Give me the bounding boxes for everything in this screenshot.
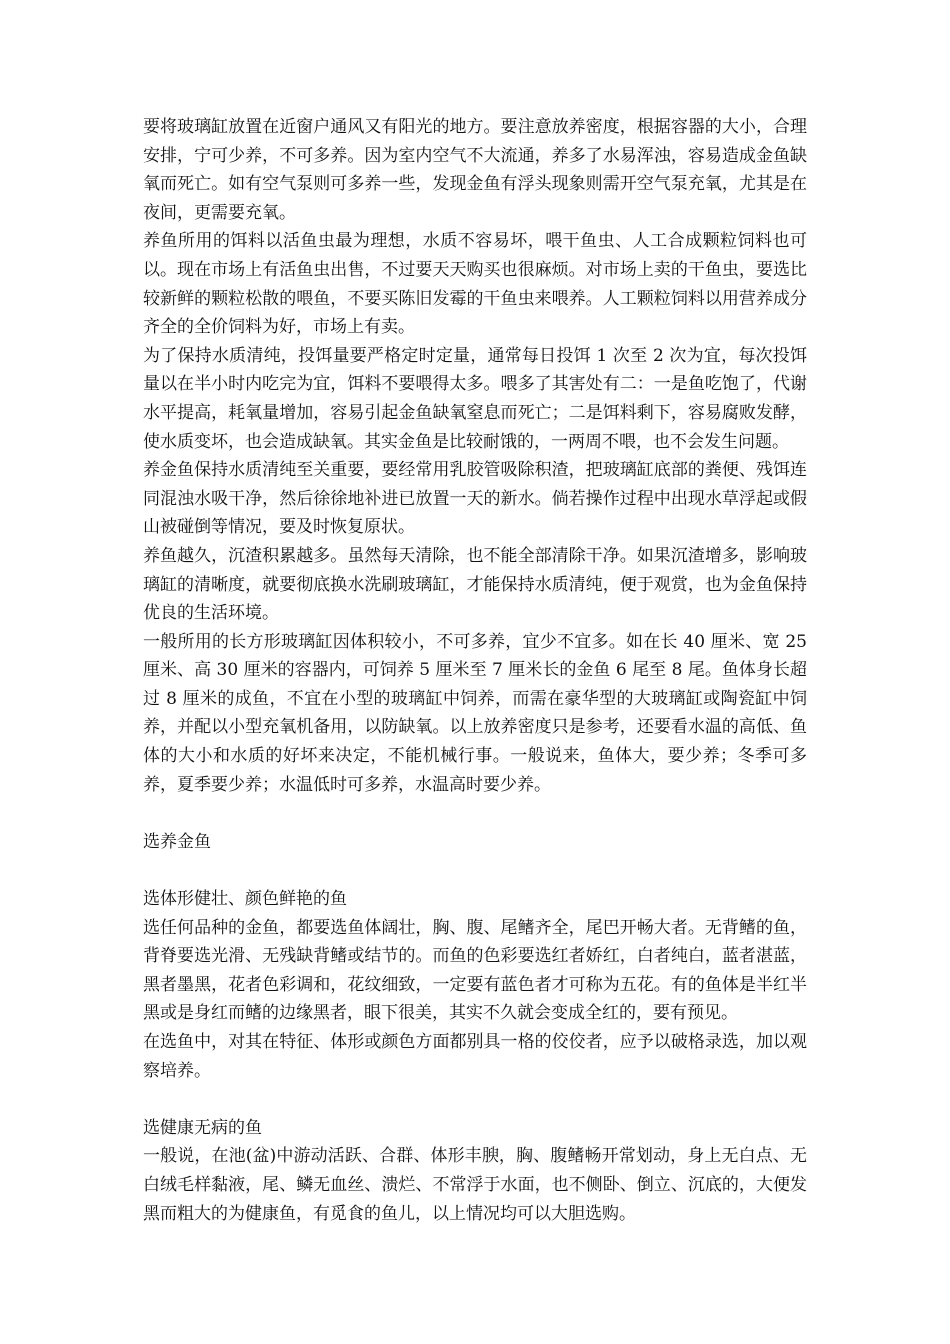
paragraph-sediment: 养鱼越久，沉渣积累越多。虽然每天清除，也不能全部清除干净。如果沉渣增多，影响玻璃缸的清晰度，就要彻底换水洗刷玻璃缸，才能保持水质清纯，便于观赏，也为金鱼保持优良的生活环境。	[143, 545, 807, 624]
subsection-title-healthy-colorful: 选体形健壮、颜色鲜艳的鱼	[143, 889, 347, 910]
paragraph-feeding-amount: 为了保持水质清纯，投饵量要严格定时定量，通常每日投饵 1 次至 2 次为宜，每次投饵量以在半小时内吃完为宜，饵料不要喂得太多。喂多了其害处有二：一是鱼吃饱了，代谢水平提高，耗氧量增加，容易引起金鱼缺氧窒息而死亡；二是饵料剩下，容易腐败发酵，使水质变坏，也会造成缺氧。其实金鱼是比较耐饿的，一两周不喂，也不会发生问题。	[143, 345, 807, 452]
paragraph-select-special: 在选鱼中，对其在特征、体形或颜色方面都别具一格的佼佼者，应予以破格录选，加以观察培养。	[143, 1032, 807, 1081]
spacer	[143, 799, 807, 828]
document-page	[143, 113, 807, 1228]
paragraph-healthy-fish: 一般说，在池(盆)中游动活跃、合群、体形丰腴，胸、腹鳍畅开常划动，身上无白点、无白绒毛样黏液，尾、鳞无血丝、溃烂、不常浮于水面，也不侧卧、倒立、沉底的，大便发黑而粗大的为健康鱼，有觅食的鱼儿，以上情况均可以大胆选购。	[143, 1146, 807, 1224]
section-title: 选养金鱼	[143, 831, 211, 852]
paragraph-select-shape-color: 选任何品种的金鱼，都要选鱼体阔壮，胸、腹、尾鳍齐全，尾巴开畅大者。无背鳍的鱼，背脊要选光滑、无残缺背鳍或结节的。而鱼的色彩要选红者娇红，白者纯白，蓝者湛蓝，黑者墨黑，花者色彩调和，花纹细致，一定要有蓝色者才可称为五花。有的鱼体是半红半黑或是身红而鳍的边缘黑者，眼下很美，其实不久就会变成全红的，要有预见。	[143, 917, 807, 1024]
paragraph-water-quality: 养金鱼保持水质清纯至关重要，要经常用乳胶管吸除积渣，把玻璃缸底部的粪便、残饵连同混浊水吸干净，然后徐徐地补进已放置一天的新水。倘若操作过程中出现水草浮起或假山被碰倒等情况，要及时恢复原状。	[143, 460, 807, 538]
spacer	[143, 1085, 807, 1114]
paragraph-tank-placement: 要将玻璃缸放置在近窗户通风又有阳光的地方。要注意放养密度，根据容器的大小，合理安排，宁可少养，不可多养。因为室内空气不大流通，养多了水易浑浊，容易造成金鱼缺氧而死亡。如有空气泵则可多养一些，发现金鱼有浮头现象则需开空气泵充氧，尤其是在夜间，更需要充氧。	[143, 117, 807, 223]
paragraph-stocking-density: 一般所用的长方形玻璃缸因体积较小，不可多养，宜少不宜多。如在长 40 厘米、宽 25 厘米、高 30 厘米的容器内，可饲养 5 厘米至 7 厘米长的金鱼 6 尾至 8 尾。鱼体身长超过 8 厘米的成鱼，不宜在小型的玻璃缸中饲养，而需在豪华型的大玻璃缸或陶瓷缸中饲养，并配以小型充氧机备用，以防缺氧。以上放养密度只是参考，还要看水温的高低、鱼体的大小和水质的好坏来决定，不能机械行事。一般说来，鱼体大，要少养；冬季可多养，夏季要少养；水温低时可多养，水温高时要少养。	[143, 631, 807, 795]
subsection-title-disease-free: 选健康无病的鱼	[143, 1117, 262, 1138]
paragraph-feed-types: 养鱼所用的饵料以活鱼虫最为理想，水质不容易坏，喂干鱼虫、人工合成颗粒饲料也可以。现在市场上有活鱼虫出售，不过要天天购买也很麻烦。对市场上卖的干鱼虫，要选比较新鲜的颗粒松散的喂鱼，不要买陈旧发霉的干鱼虫来喂养。人工颗粒饲料以用营养成分齐全的全价饲料为好，市场上有卖。	[143, 231, 807, 338]
spacer	[143, 856, 807, 885]
